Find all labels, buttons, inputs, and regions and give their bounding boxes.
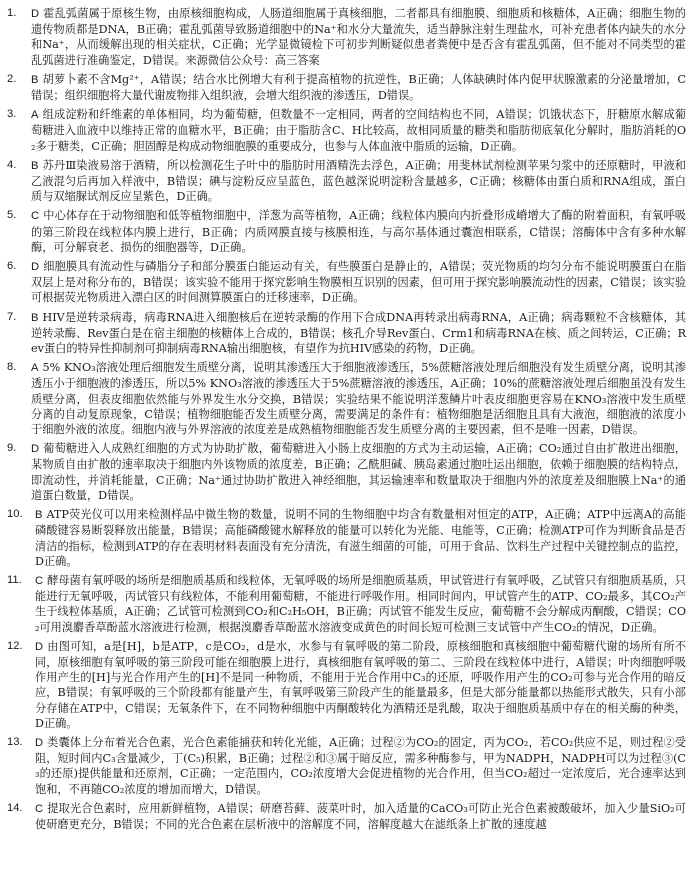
explanation-text: ATP荧光仪可以用来检测样品中微生物的数量，说明不同的生物细胞中均含有数量相对恒定的ATP，A正确；ATP中远离A的高能磷酸键容易断裂释放出能量，B错误；高能磷酸键水解释放的能量可以转化为光能、电能等，C正确；检测ATP可作为判断食品是否清洁的指标，检测到ATP的存在表明材料表面没有充分清洗，有滋生细菌的可能，可用于食品、饮料生产过程中关键控制点的监控，D正确。 bbox=[35, 508, 686, 568]
answer-letter: C bbox=[35, 802, 44, 815]
explanation-text: 胡萝卜素不含Mg²⁺，A错误；结合水比例增大有利于提高植物的抗逆性，B正确；人体缺碘时体内促甲状腺激素的分泌量增加，C错误；组织细胞将大量代谢废物排入组织液，会增大组织液的渗透压，D错误。 bbox=[31, 72, 686, 103]
answer-item-13 bbox=[5, 735, 686, 797]
item-number: 6. bbox=[7, 260, 17, 273]
answer-letter: D bbox=[31, 8, 40, 20]
answer-item-6 bbox=[5, 259, 686, 306]
item-number: 12. bbox=[7, 639, 23, 652]
explanation-text: 细胞膜具有流动性与磷脂分子和部分膜蛋白能运动有关，有些膜蛋白是静止的，A错误；荧光物质的均匀分布不能说明膜蛋白在脂双层上是对称分布的，B错误；该实验不能用于探究影响生物膜相互识别的因素，但可用于探究影响膜流动性的因素，C错误；该实验可根据荧光物质进入漂白区的时间测算膜蛋白的迁移速率，D正确。 bbox=[31, 260, 686, 305]
answer-item-3 bbox=[5, 107, 686, 154]
explanation-text: 苏丹Ⅲ染液易溶于酒精，所以检测花生子叶中的脂肪时用酒精洗去浮色，A正确；用斐林试剂检测苹果匀浆中的还原糖时，甲液和乙液混匀后再加入样液中，B错误；碘与淀粉反应呈蓝色，蓝色越深说明淀粉含量越多，C正确；核糖体由蛋白质和RNA组成，蛋白质与双缩脲试剂反应呈紫色，D正确。 bbox=[31, 158, 686, 204]
item-number: 7. bbox=[7, 310, 17, 323]
explanation-text: 5% KNO₃溶液处理后细胞发生质壁分离，说明其渗透压大于细胞液渗透压，5%蔗糖溶液处理后细胞没有发生质壁分离，说明其渗透压小于细胞液的渗透压，所以5% KNO₃溶液的渗透压大于5%蔗糖溶液的渗透压，A正确；10%的蔗糖溶液处理后细胞虽没有发生质壁分离，但表皮细胞依然能与外界发生水分交换，B错误；实验结果不能说明洋葱鳞片叶表皮细胞更容易在KNO₃溶液中发生质壁分离的自动复原现象，C错误；植物细胞能否发生质壁分离，需要满足的条件有：植物细胞是活细胞且具有大液泡，细胞液的浓度小于细胞外液的浓度。细胞内液与外界溶液的浓度差是成熟植物细胞能否发生质壁分离的主要因素，但不是唯一因素，D错误。 bbox=[31, 361, 686, 437]
item-number: 14. bbox=[7, 801, 23, 814]
answer-letter: B bbox=[31, 159, 39, 172]
answer-item-11 bbox=[5, 573, 686, 635]
answer-item-10 bbox=[5, 507, 686, 569]
answer-item-7 bbox=[5, 310, 686, 357]
item-number: 10. bbox=[7, 508, 23, 521]
answer-letter: D bbox=[35, 736, 44, 749]
explanation-text: 由图可知，a是[H]，b是ATP，c是CO₂，d是水，水参与有氧呼吸的第二阶段，原核细胞和真核细胞中葡萄糖代谢的场所有所不同，原核细胞有氧呼吸的第三阶段可能在细胞膜上进行，真核细胞有氧呼吸的第二、三阶段在线粒体中进行，A错误；叶肉细胞呼吸作用产生的[H]与光合作用产生的[H]不是同一种物质，不能用于光合作用中C₃的还原，呼吸作用产生的CO₂可参与光合作用的暗反应，B错误；有氧呼吸的三个阶段都有能量产生，有氧呼吸第三阶段产生的能量最多，但是大部分能量都以热能形式散失，只有小部分存储在ATP中，C错误；无氧条件下，在不同物种细胞中丙酮酸转化为酒精还是乳酸，取决于细胞质基质中存在的相关酶的种类，D正确。 bbox=[35, 639, 686, 730]
item-number: 3. bbox=[7, 108, 17, 121]
explanation-text: 提取光合色素时，应用新鲜植物，A错误；研磨苔藓、菠菜叶时，加入适量的CaCO₃可防止光合色素被酸破坏，加入少量SiO₂可使研磨更充分，B错误；不同的光合色素在层析液中的溶解度不同，溶解度越大在滤纸条上扩散的速度越 bbox=[35, 801, 686, 831]
explanation-text: 酵母菌有氧呼吸的场所是细胞质基质和线粒体，无氧呼吸的场所是细胞质基质，甲试管进行有氧呼吸，乙试管只有细胞质基质，只能进行无氧呼吸，丙试管只有线粒体，不能利用葡萄糖，不能进行呼吸作用。相同时间内，甲试管产生的ATP、CO₂最多，其CO₂产生于线粒体基质，A正确；乙试管可检测到CO₂和C₂H₅OH，B正确；丙试管不能发生反应，葡萄糖不会分解成丙酮酸，C错误；CO₂可用溴麝香草酚蓝水溶液进行检测，根据溴麝香草酚蓝水溶液变成黄色的时间长短可检测三支试管中产生CO₂的情况，D正确。 bbox=[35, 573, 686, 634]
answer-letter: C bbox=[35, 574, 44, 587]
answer-letter: A bbox=[31, 362, 39, 375]
explanation-text: 组成淀粉和纤维素的单体相同，均为葡萄糖，但数量不一定相同，两者的空间结构也不同，A错误；饥饿状态下，肝糖原水解成葡萄糖进入血液中以维持正常的血糖水平，B正确；由于脂肪含C、H比较高，故相同质量的糖类和脂肪彻底氧化分解时，脂肪消耗的O₂多于糖类，C正确；胆固醇是构成动物细胞膜的重要成分，也参与人体血液中脂质的运输，D正确。 bbox=[31, 108, 686, 153]
item-number: 11. bbox=[7, 573, 22, 586]
answer-item-2 bbox=[5, 72, 686, 103]
item-number: 13. bbox=[7, 735, 23, 748]
answer-letter: D bbox=[35, 640, 44, 653]
explanation-text: 类囊体上分布着光合色素，光合色素能捕获和转化光能，A正确；过程②为CO₂的固定，丙为CO₂，若CO₂供应不足，则过程②受阻，短时间内C₃含量减少，丁(C₅)积累，B正确；过程②和③属于暗反应，需多种酶参与，甲为NADPH，NADPH可以为过程③(C₃的还原)提供能量和还原剂，C正确；一定范围内，CO₂浓度增大会促进植物的光合作用，但当CO₂超过一定浓度后，光合速率达到饱和，不再随CO₂浓度的增加而增大，D错误。 bbox=[35, 735, 686, 796]
answer-item-14 bbox=[5, 801, 686, 832]
answer-letter: B bbox=[31, 311, 39, 324]
answer-letter: C bbox=[31, 210, 40, 223]
explanation-text: 中心体存在于动物细胞和低等植物细胞中，洋葱为高等植物，A正确；线粒体内膜向内折叠形成嵴增大了酶的附着面积，有氧呼吸的第三阶段在线粒体内膜上进行，B正确；内质网膜直接与核膜相连，与高尔基体通过囊泡相联系，C错误；溶酶体中含有多种水解酶，可分解衰老、损伤的细胞器等，D正确。 bbox=[31, 209, 686, 254]
answer-item-1 bbox=[5, 6, 686, 68]
answer-item-9 bbox=[5, 441, 686, 503]
item-number: 5. bbox=[7, 209, 17, 222]
answer-letter: D bbox=[31, 443, 40, 456]
answer-letter: D bbox=[31, 261, 40, 274]
answer-item-8 bbox=[5, 360, 686, 437]
answer-letter: A bbox=[31, 109, 39, 122]
answer-item-12 bbox=[5, 639, 686, 731]
explanation-text: HIV是逆转录病毒，病毒RNA进入细胞核后在逆转录酶的作用下合成DNA再转录出病毒RNA，A正确；病毒颗粒不含核糖体，其逆转录酶、Rev蛋白是在宿主细胞的核糖体上合成的，B错误；核孔介导Rev蛋白、Crm1和病毒RNA在核、质之间转运，C正确；Rev蛋白的特异性抑制剂可抑制病毒RNA输出细胞核，有望作为抗HIV感染的药物，D正确。 bbox=[31, 310, 686, 356]
item-number: 8. bbox=[7, 361, 17, 374]
answer-letter: B bbox=[31, 73, 39, 86]
item-number: 1. bbox=[7, 7, 17, 19]
item-number: 9. bbox=[7, 442, 17, 455]
item-number: 4. bbox=[7, 158, 17, 171]
explanation-text: 葡萄糖进入人成熟红细胞的方式为协助扩散，葡萄糖进入小肠上皮细胞的方式为主动运输，A正确；CO₂通过自由扩散进出细胞，某物质自由扩散的速率取决于细胞内外该物质的浓度差，B正确；乙酰胆碱、胰岛素通过胞吐运出细胞，依赖于细胞膜的结构特点，即流动性，并消耗能量，C正确；Na⁺通过协助扩散进入神经细胞，其运输速率和数量取决于细胞内外的浓度差及细胞膜上Na⁺的通道蛋白数量，D错误。 bbox=[31, 442, 686, 502]
answer-item-4 bbox=[5, 158, 686, 205]
explanation-text: 霍乱弧菌属于原核生物，由原核细胞构成，人肠道细胞属于真核细胞，二者都具有细胞膜、细胞质和核糖体，A正确；细胞生物的遗传物质都是DNA，B正确；霍乱弧菌导致肠道细胞中的Na⁺和水分大量流失，适当静脉注射生理盐水，可补充患者体内缺失的水分和Na⁺，从而缓解出现的相关症状，C正确；光学显微镜检下可初步判断疑似患者粪便中是否含有霍乱弧菌，但不能对不同类型的霍乱弧菌进行准确鉴定，D错误。来源微信公众号：高三答案 bbox=[31, 7, 686, 67]
item-number: 2. bbox=[7, 72, 17, 85]
answer-item-5 bbox=[5, 208, 686, 255]
answer-letter: B bbox=[35, 509, 43, 522]
